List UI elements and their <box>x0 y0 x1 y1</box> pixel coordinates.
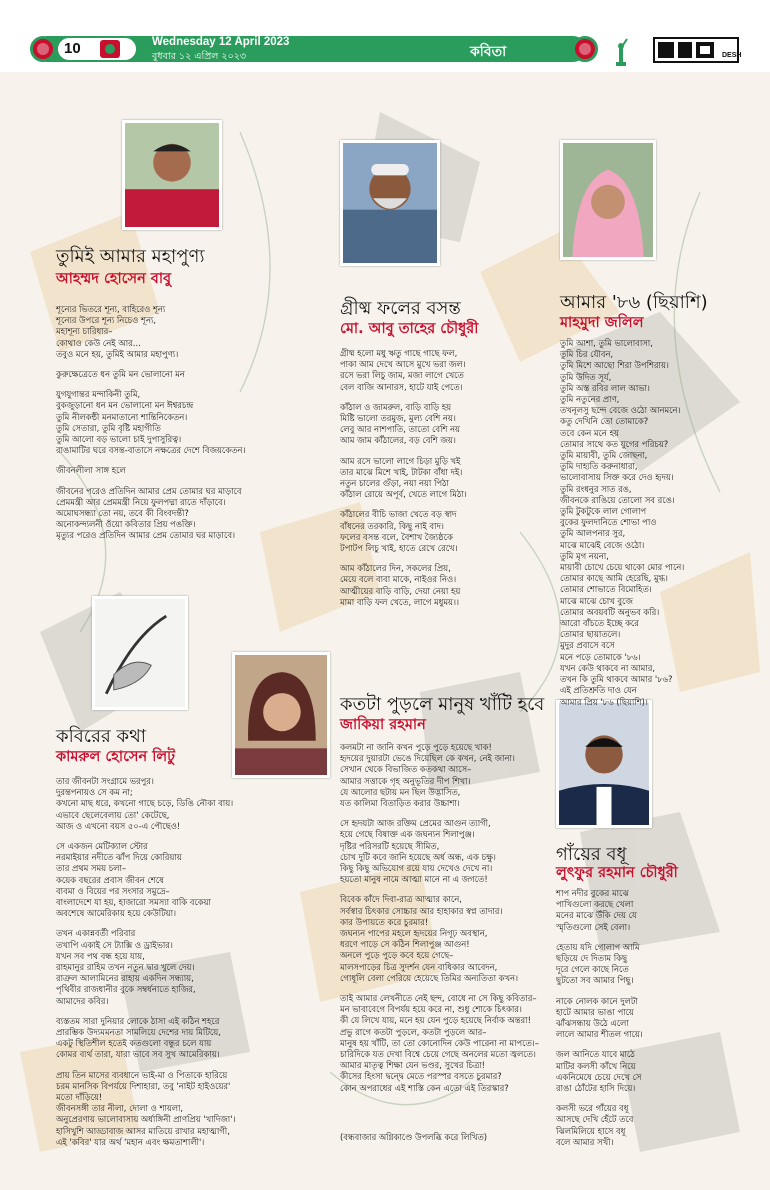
poem-line: আমার প্রিয় '৮৬ (ছিয়াশি)। <box>560 696 648 707</box>
poem-line: এই প্রতিশ্রুতি দাও যেন <box>560 685 637 696</box>
poem-line: গোধূলি বেলা পেরিয়ে হেয়েছে তিমির অন্যতিতা কখন। <box>340 972 519 983</box>
poem-line: কী যে লিখে যায়, মনে হয় যেন পুড়ে হয়েছে নির্বাক অন্তরা! <box>340 1015 531 1026</box>
poem-line: শূন্যের উপরে শূন্য নিচেও শূন্য, <box>56 315 157 326</box>
poem-line: সর্বস্বার চিৎকার সোচ্চার আর হাহাকার স্বপ্ন তাদার। <box>340 905 503 916</box>
poem-line: মালসপাড়ের চিত্র সুদর্শন যেন বাধিকার আবেদন, <box>340 961 498 972</box>
stanza-break <box>340 393 560 402</box>
poem-line: বাবমা ও বিয়ের পর সংসার সমুদ্রে– <box>56 885 170 896</box>
poem-line: আত্মীয়ের বাড়ি বাড়ি, দেয়া নেয়া হয় <box>340 585 461 596</box>
poem-line: তোমার অবয়বটি অনুভব করি। <box>560 606 660 617</box>
poem-line: কলসী ভরে গাঁয়ের বধূ <box>556 1103 629 1114</box>
poem-line: তুমি আলপনার সুর, <box>560 528 626 539</box>
stanza-break <box>556 987 756 996</box>
poem-line: কখনো মাছ ধরে, কখনো গাছে চড়ে, ডিঙি নৌকা বায়। <box>56 798 234 809</box>
poem-line: তাই আমার লেখনীতে নেই ছন্দ, বোধে না সে কিছু কবিতার– <box>340 993 537 1004</box>
poem-line: প্রেমমন্ত্রী আর প্রেমমন্ত্রী নিয়ে ফুলপদ্মা রাতে দাঁড়াবে। <box>56 496 226 507</box>
poem-line: নতুন চালের গুঁড়া, নয়া নয়া পিঠা <box>340 478 449 489</box>
poem-line: কাঁঠালের বীচি ভাজা খেতে বড় স্বাদ <box>340 509 457 520</box>
poem-line: মিষ্টি ভালো তরমুজ, মুল্য বেশি নয়। <box>340 413 456 424</box>
statue-of-liberty-icon <box>610 38 632 66</box>
stanza-break <box>556 1040 756 1049</box>
poem-line: তুমি অস্ত রবির লাল আভা। <box>560 382 650 393</box>
poem-line: জঘন্যন পাপের মহলে হৃদয়ের নিগূঢ় অবস্থান, <box>340 928 488 939</box>
poem-line: বুকজুড়ানো ধন মন ভোলানো মন ঈশ্বরচন্দ্র <box>56 400 194 411</box>
section-title: কবিতা <box>470 44 507 60</box>
poem-line: ব্যস্ততম সারা দুনিয়ার লোকে ঠাসা এই কঠিন শহরে <box>56 1015 220 1026</box>
poem-title: কবিরের কথা <box>56 726 146 747</box>
poem-line: মুদুর প্রবাসে বসে <box>560 640 615 651</box>
poem-line: হাটে আমার ভাঙা পায়ে <box>556 1006 634 1017</box>
poem-line: মাটির কলসী কাঁখে নিয়ে <box>556 1060 636 1071</box>
poem-line: মহাশূন্য চারিধার– <box>56 326 113 337</box>
poem-line: তুমি টুকটুকে লাল গোলাপ <box>560 506 647 517</box>
poem-body <box>56 776 326 1148</box>
poem-line: জীবনকে রাঙিয়ে তোলো সব রঙে। <box>560 494 675 505</box>
poem-line: বাংলাদেশে যা হয়, হাজারো সমস্যা বাকি বকেয়া <box>56 897 211 908</box>
poem-line: যখন সব পথ বন্ধ হয়ে যায়, <box>56 950 145 961</box>
poet-photo-zakia-rahman <box>232 652 330 778</box>
poem-line: বাঁধনের তরকারি, কিছু নাই বাদ। <box>340 520 444 531</box>
poem-line: ছড়িয়ে দে দিতাম কিছু <box>556 953 628 964</box>
poem-line: রাত্রুল আলামিনের রাহায় একদিন সন্ধ্যায়, <box>56 973 194 984</box>
poem-line: আমাদের কবির। <box>56 995 109 1006</box>
poem-line: পৃথিবীর রাজধানীর বুকে সম্বর্ধনাতে হাজির, <box>56 984 196 995</box>
poem-body <box>556 888 756 1148</box>
poem-line: আরো বাঁচতে ইচ্ছে করে <box>560 618 639 629</box>
poem-line: তখাপি একাই সে ট্যাক্সি ও ড্রাইভার। <box>56 939 173 950</box>
poem-line: তুমি মায়াবী, তুমি জোছনা, <box>560 450 648 461</box>
poem-line: তুমি দাহ্যতি করুনাধারা, <box>560 461 638 472</box>
poem-line: শূন্যের ভিতরে শূন্য, বাহিরেও শূন্য <box>56 304 166 314</box>
poem-line: স্মৃতিগুলো সেই বেলা। <box>556 921 631 932</box>
stanza-break <box>56 1061 326 1070</box>
poem-line: চারিদিকে যত দেখা বিশ্বে চেয়ে গেছে অনলের মতো জ্বলতে। <box>340 1049 536 1060</box>
poem-line: যুগযুগান্তর মন্দাকিনী তুমি, <box>56 389 141 400</box>
poem-line: তুমি নতুনের প্রাণ, <box>560 394 620 405</box>
poem-line: তার প্রথম সময় চলা– <box>56 863 127 874</box>
stanza-break <box>56 360 316 369</box>
poem-line: জল আনিতে যাবে মাঠে <box>556 1049 635 1060</box>
poem-line: মানুষ হয় খাঁটি, তা তো কোনোদিন কেউ পারেনা না মাপতে।– <box>340 1037 539 1048</box>
stanza-break <box>340 500 560 509</box>
poem-author: জাকিয়া রহমান <box>340 717 426 733</box>
poem-line: হয়ে গেছে বিষাক্ত এক জঘন্যন শিলাপুঞ্জ। <box>340 829 475 840</box>
poem-line: মনের মাঝে উঁকি দেয় যে <box>556 910 637 921</box>
poem-line: হয়তো মানুষ নামে আত্মা মানে না এ জগতে! <box>340 874 488 885</box>
newspaper-logo-icon <box>100 40 120 58</box>
date-bangla: বুধবার ১২ এপ্রিল ২০২৩ <box>152 51 247 62</box>
poem-line: কাঁঠাল ও জামরুল, বাড়ি বাড়ি হয় <box>340 401 452 412</box>
poem-body <box>560 338 760 708</box>
poem-line: কোথাও কেউ নেই আর… <box>56 337 141 348</box>
poet-photo-lutfur-rahman-chowdhury <box>556 700 652 828</box>
poem-line: মনে পড়ে তোমাকে '৮৬। <box>560 651 641 662</box>
poem-line: একটু স্থিতিশীল হতেই কতগুলো বন্ধুর চলে যায় <box>56 1038 212 1049</box>
page-number: 10 <box>64 40 81 57</box>
poem-author: কামরুল হোসেন লিটু <box>56 749 176 765</box>
stanza-break <box>56 919 326 928</box>
poem-line: প্রভু রাগে কতটা পুড়লে, কতটা পুড়লে আর– <box>340 1026 487 1037</box>
poem-line: তখন কি তুমি থাকবে আমার '৮৬? <box>560 674 673 685</box>
poem-line: মামা বাড়ি ফল খেতে, লাগে মধুময়।। <box>340 596 459 607</box>
date-english: Wednesday 12 April 2023 <box>152 36 290 48</box>
poem-line: কোন অপরাধের এই শাস্তি কেন এতো এই তিরস্কার? <box>340 1082 509 1093</box>
poem-line: মৃত্যুর পরেও প্রতিদিন আমার প্রেম তোমার ঘর মাড়াবে। <box>56 530 235 541</box>
poem-line: ছুটতো সব আমার পিছু। <box>556 975 634 986</box>
poem-line: ধরণে পাড়ে সে কঠিন শিলাপুঞ্জ আগুন! <box>340 939 470 950</box>
poem-line: এভাবে ছেলেবেলায় তো' কেটেছে, <box>56 809 170 820</box>
poem-line: যে আলোর ছটায় মন ছিল উদ্ভাসিত, <box>340 786 461 797</box>
poem-line: তার জীবনটা সংগ্রামে ভরপুর। <box>56 776 154 786</box>
stanza-break <box>340 984 560 993</box>
poem-line: কুরুক্ষেত্রেতে ধন তুমি মন ভোলানো মন <box>56 369 185 380</box>
poem-line: কার উপায়তে করে চুরমার! <box>340 916 429 927</box>
poem-line: যত কালিমা বিতাড়িত করার উচ্চাশা। <box>340 798 460 809</box>
poem-line: মাঝে মাঝে চোখ বুজে <box>560 595 633 606</box>
poem-line: তখনূলসু ছন্দে বেজে ওঠো আনমনে। <box>560 405 681 416</box>
poem-line: কিছু কিছু অভিযোগ রয়ে যায় দেখেও দেখে না। <box>340 863 493 874</box>
poem-line: আমার সত্তাকে গৃহ অনুভূতির দীপ শিখা। <box>340 775 471 786</box>
poem-author: লুৎফুর রহমান চৌধুরী <box>556 865 678 881</box>
poem-line: রসে ভরা লিচু জাম, মজা লাগে খেতে <box>340 370 464 381</box>
poet-photo-mahmuda-jalil <box>560 140 656 260</box>
brand-text: DESH <box>722 52 742 59</box>
poem-line: মায়াবী চোখে চেয়ে থাকো মোর পানে। <box>560 562 685 573</box>
poem-line: হেতায় যদি গোলাপ আমি <box>556 941 640 952</box>
poem-line: তবুও মনে হয়, তুমিই আমার মহাপুণ্য। <box>56 348 179 359</box>
poem-line: রাহমানুর রাহিম তখন নতুন দ্বার খুলে দেয়। <box>56 962 195 973</box>
poem-line: শাপ নদীর বুকের মাঝে <box>556 888 629 898</box>
poem-line: কাঁঠাল রোয়ে অপূর্ব, খেতে লাগে মিঠা। <box>340 489 467 500</box>
stanza-break <box>340 447 560 456</box>
poem-line: চোখ দুটি কবে জানি হয়েছে অর্ধ অন্ধ, এক চক্ষু। <box>340 851 496 862</box>
poem-line: কতু দেখিনি তো তোমাকে? <box>560 416 649 427</box>
poem-line: তবে কেন মনে হয় <box>560 427 619 438</box>
poem-line: অনলে পুড়ে পুড়ে কবে হয়ে গেছে– <box>340 950 454 961</box>
poem-line: তুমি মিশে আছো শিরা উপশিরায়। <box>560 360 669 371</box>
poem-line: আসছে দেখি হেঁটে তবে <box>556 1114 634 1125</box>
poem-line: তুমি আলো বড় ভালো চাই দুপাসুরিত্ব। <box>56 434 182 445</box>
poem-author: মো. আবু তাহের চৌধুরী <box>340 321 479 337</box>
poem-line: প্রারম্ভিক উদ্যমমনতা সামলিয়ে দেশের দায় মিটিয়ে, <box>56 1027 221 1038</box>
poem-line: পাকা আম দেখে আসে মুখে ভরা জল। <box>340 359 466 370</box>
poem-line: রাঙা ঠোঁটের হাসি দিয়ে। <box>556 1083 636 1094</box>
poem-line: কলমটা না জানি কখন পুড়ে পুড়ে হয়েছে খাক! <box>340 742 492 752</box>
poem-line: প্রায় তিন মাসের ব্যবধানে ভাই-মা ও পিতাকে হারিয়ে <box>56 1069 228 1080</box>
poem-line: তার মাঝে মিশে খাই, টাটকা বাঁধা দই। <box>340 466 463 477</box>
poem-line: আম কাঁঠালের দিন, সকলের প্রিয়, <box>340 563 451 574</box>
poem-line: কয়েক বছরের প্রবাস জীবন শেষে <box>56 874 164 885</box>
poem-line: বিবেক কাঁদে দিবা-রাত্র আত্মার কানে, <box>340 894 462 905</box>
poem-line: জীবনসঙ্গী তার নীলা, দোলা ও শায়লা, <box>56 1103 184 1114</box>
poem-line: অবশেষে আমেরিকায় হয়ে কেউটিয়া। <box>56 908 177 919</box>
stanza-break <box>340 885 560 894</box>
stanza-break <box>556 933 756 942</box>
header-ornament-left <box>30 36 56 62</box>
poem-line: দূরে গেলে কাছে নিতে <box>556 964 629 975</box>
poem-line: আজ ও এখনো বয়স ৫০-এ পৌছেও! <box>56 820 181 831</box>
poem-line: তুমি উদিত সূর্য, <box>560 371 612 382</box>
poem-line: ভালোবাসায় সিক্ত করে দেও হৃদয়। <box>560 472 674 483</box>
poem-body <box>56 304 316 542</box>
poet-photo-abu-taher-chowdhury <box>340 140 440 266</box>
poem-body <box>340 742 560 1094</box>
poem-line: গ্রীষ্ম হলো মধু ঋতু গাছে গাছে ফল, <box>340 348 458 358</box>
poem-line: বুকের ফুলদানিতে শোভা পাও <box>560 517 657 528</box>
poet-photo-ahmed-hossain-babu <box>122 120 222 230</box>
poem-line: লেবু আর নাশপাতি, তাতো বেশি নয় <box>340 424 460 435</box>
poem-line: তোমার ছায়াতলে। <box>560 629 621 640</box>
poem-line: ঝাঁঝসন্ধায় উঠে এলো <box>556 1018 629 1029</box>
poem-line: তোমার শোভাতে বিমোহিত। <box>560 584 652 595</box>
poem-line: তোমার কাছে আমি হেরেছি, মুগ্ধ। <box>560 573 668 584</box>
poem-line: সে একজন মেটিক্যাল স্টোর <box>56 841 148 852</box>
stanza-break <box>340 554 560 563</box>
poem-line: তখন একান্নবর্তী পরিবার <box>56 928 136 939</box>
poem-line: দুরন্তপনায়ও সে কম না; <box>56 787 133 798</box>
poem-line: পাখিগুলো করছে খেলা <box>556 899 634 910</box>
poem-line: জীবনলীলা সাঙ্গ হলে <box>56 465 126 476</box>
poem-line: দৃষ্টির পরিসরটি হয়েছে সীমিত, <box>340 840 440 851</box>
poet-sketch-pen-illustration <box>92 596 188 710</box>
poem-line: নরমাইয়ার নদীতে ঝাঁপ দিয়ে কোরিয়ায় <box>56 852 182 863</box>
poem-line: একনিমেষে চেয়ে দেখে সে <box>556 1071 642 1082</box>
poem-line: ঝিলমিলিয়ে হাসে বধূ <box>556 1125 626 1136</box>
stanza-break <box>56 1007 326 1016</box>
poem-title: আমার '৮৬ (ছিয়াশি) <box>560 292 708 313</box>
poem-line: আমার মাতৃত্ব শিক্ষা যেন ভণ্ডর, সুখের চিত্রা! <box>340 1060 486 1071</box>
poem-line: নাকে নোলক কানে দুলটা <box>556 995 638 1006</box>
poem-line: আম জাম কাঁঠালের, বড় বেশি জয়। <box>340 435 456 446</box>
poem-line: কীসের হিংসা দ্বন্দ্বে মেতে পরস্পর বসতে চুরমার? <box>340 1071 502 1082</box>
poem-line: সেখান থেকে বিভাজিত কতকথা আসে– <box>340 764 472 775</box>
poem-line: চরম মানসিক বিপর্যয়ে দিশাহারা, তবু 'নাইট হাইওয়ের' <box>56 1080 231 1091</box>
poem-line: হৃদয়ের দুয়ারটা ভেঙে দিয়েছিল কে কখন, নেই জানা। <box>340 753 515 764</box>
desh-brand-logo <box>652 36 740 64</box>
stanza-break <box>56 456 316 465</box>
poem-body <box>340 348 560 608</box>
poem-line: মন ভাবাবেগে বিপর্যয় হয়ে করে না, শুধু শোকে চিৎকার। <box>340 1004 522 1015</box>
poem-note: (বন্ধবাজার অগ্নিকাণ্ডে উপলব্ধি করে লিখিত) <box>340 1132 488 1142</box>
poem-line: তুমি আশা, তুমি ভালোবাসা, <box>560 338 653 348</box>
poem-line: বেল বাজি আনারস, হাটে যাই পেতে। <box>340 381 463 392</box>
poem-line: অনুপ্রেরণায় ভালোবাসায় অর্ধাঙ্গিনী প্রাণপ্রিয় 'খাদিজা'। <box>56 1114 236 1125</box>
poem-title: তুমিই আমার মহাপুণ্য <box>56 246 205 267</box>
poem-line: টপাটপ লিচু খাই, হাতে রেখে রেখে। <box>340 543 458 554</box>
poem-title: কতটা পুড়লে মানুষ খাঁটি হবে <box>340 694 545 715</box>
poem-title: গাঁয়ের বধূ <box>556 844 627 865</box>
poem-line: মতো দাঁড়িয়ে! <box>56 1092 103 1103</box>
poem-author: আহম্মদ হোসেন বাবু <box>56 271 172 287</box>
poem-line: তুমি সেতারা, তুমি বৃষ্টি মহাগীতি <box>56 422 161 433</box>
poem-line: সে হৃদয়টা আজ রক্তিম প্রেমের আগুন ত্যাগী, <box>340 818 491 829</box>
poem-line: তুমি নীলকন্ঠী মনমাতানো শান্তিনিকেতন। <box>56 411 188 422</box>
poem-line: রাঙামাটির ঘরে বসন্ত-বাতাসে নক্ষত্রের দেশে বিজয়কেতন। <box>56 445 246 456</box>
poem-line: আম রসে ভালো লাগে চিড়া মুড়ি খই <box>340 455 461 466</box>
poem-line: হাসিখুশি আড্ডাবাজ আসর মাতিয়ে রাখার মহাত্মাগী, <box>56 1125 230 1136</box>
poem-line: লালে আমার শীতল গায়ে। <box>556 1029 643 1040</box>
stanza-break <box>56 832 326 841</box>
poem-title: গ্রীষ্ম ফলের বসন্ত <box>340 298 461 319</box>
poem-line: তুমি মৃগ নয়না, <box>560 550 609 561</box>
poem-line: তোমার সাথে কত যুগের পরিচয়? <box>560 438 669 449</box>
poem-line: ফলের বসন্ত বলে, বৈশাখ জ্যৈষ্ঠকে <box>340 531 453 542</box>
page-header <box>0 0 770 70</box>
poem-line: মেয়ে বলে বাবা মাকে, নাইওর নিও। <box>340 574 457 585</box>
poem-line: বলে আমার সখী। <box>556 1136 614 1147</box>
poem-line: তুমি চির যৌবন, <box>560 349 614 360</box>
poem-line: জীবনের পরেও প্রতিদিন আমার প্রেম তোমার ঘর মাড়াবে <box>56 485 242 496</box>
poem-line: অনোকন্দ্যলনী ওঁয়ো কবিতার প্রিয় পঙক্তি। <box>56 519 196 530</box>
poem-line: মাঝে মাঝেই বেজে ওঠো। <box>560 539 645 550</box>
poem-line: তুমি রংধনুর সাত রঙ, <box>560 483 632 494</box>
poem-line: যখন কেউ থাকবে না আমার, <box>560 662 656 673</box>
poem-line: এই 'কবির' যার অর্থ 'মহান এবং ক্ষমতাশালী'। <box>56 1136 205 1147</box>
poem-line: কোমর ব্যর্থ তারা, যারা ভাবে সব সুখ আমেরিকায়। <box>56 1049 220 1060</box>
stanza-break <box>340 809 560 818</box>
stanza-break <box>56 380 316 389</box>
poem-line: অমোঘসন্ধ্যা তো নয়, তবে কী বিংবদন্তী? <box>56 508 189 519</box>
stanza-break <box>556 1094 756 1103</box>
stanza-break <box>56 477 316 486</box>
header-ornament-right <box>572 36 598 62</box>
poem-author: মাহমুদা জলিল <box>560 315 644 331</box>
